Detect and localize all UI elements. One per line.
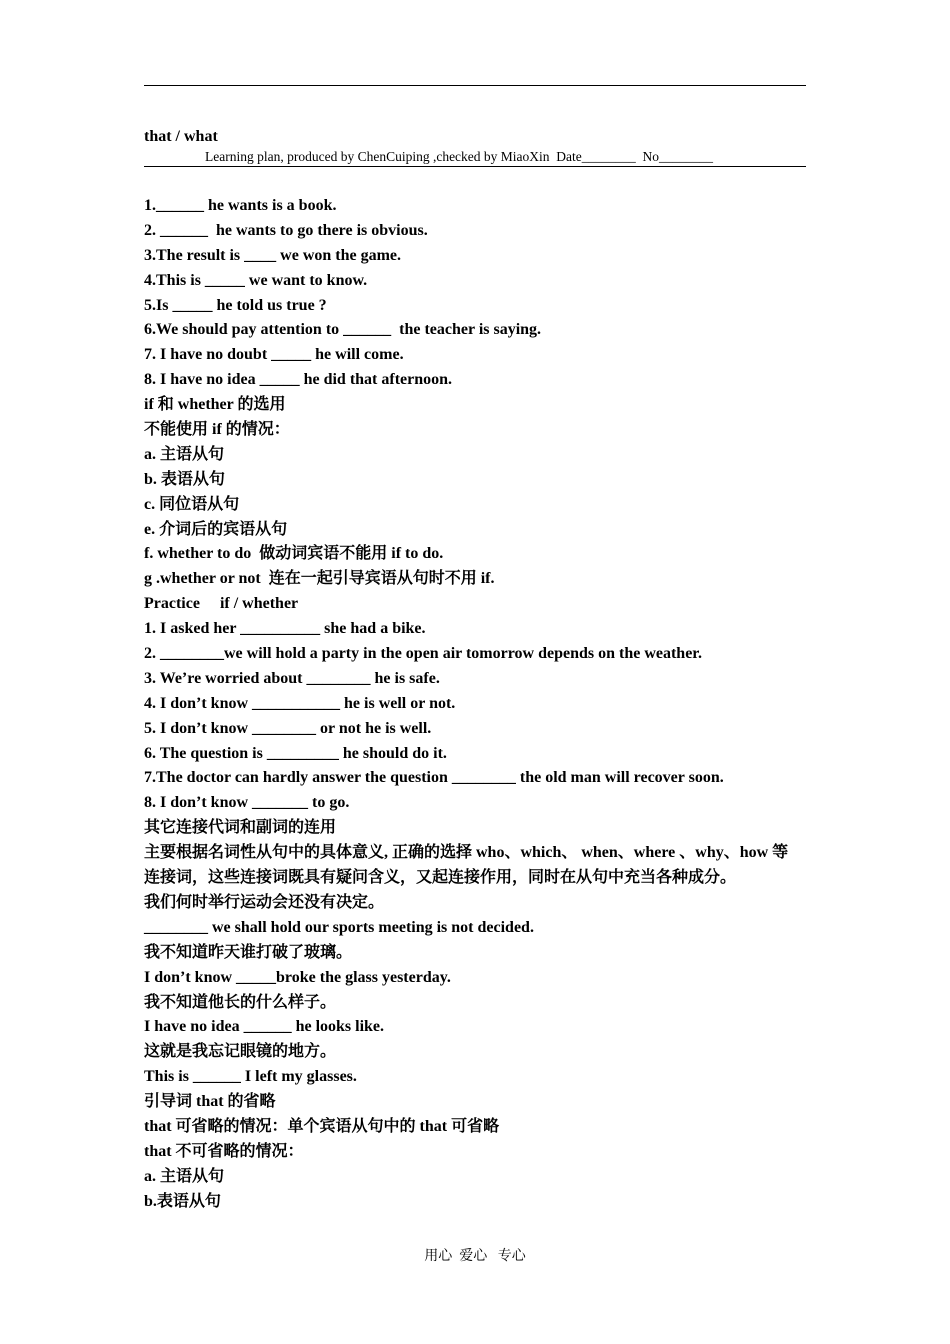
worksheet-line: g .whether or not 连在一起引导宾语从句时不用 if. [144, 570, 495, 588]
worksheet-line: 1.______ he wants is a book. [144, 197, 337, 214]
worksheet-line: a. 主语从句 [144, 445, 225, 463]
worksheet-line: 引导词 that 的省略 [144, 1093, 276, 1111]
worksheet-line: 主要根据名词性从句中的具体意义, 正确的选择 who、which、 when、where 、why、how 等 [144, 844, 789, 862]
worksheet-line: Practice if / whether [144, 595, 299, 613]
page-footer: 用心 爱心 专心 [424, 1249, 526, 1264]
worksheet-line: b. 表语从句 [144, 470, 225, 488]
worksheet-line: 不能使用 if 的情况： [144, 421, 290, 439]
worksheet-line: that 可省略的情况：单个宾语从句中的 that 可省略 [144, 1117, 500, 1135]
worksheet-body [144, 194, 809, 1215]
worksheet-line: 连接词，这些连接词既具有疑问含义，又起连接作用，同时在从句中充当各种成分。 [144, 869, 737, 887]
learning-plan-info: Learning plan, produced by ChenCuiping ,checked by MiaoXin Date________ No________ [205, 149, 714, 164]
worksheet-line: 5. I don’t know ________ or not he is well. [144, 719, 432, 737]
worksheet-line: 1. I asked her __________ she had a bike. [144, 620, 426, 638]
worksheet-line: 2. ________we will hold a party in the open air tomorrow depends on the weather. [144, 645, 702, 663]
worksheet-line: if 和 whether 的选用 [144, 396, 286, 414]
page-title: that / what [144, 128, 218, 145]
worksheet-line: 4. I don’t know ___________ he is well or not. [144, 694, 456, 712]
worksheet-line: a. 主语从句 [144, 1167, 225, 1185]
worksheet-line: ________ we shall hold our sports meeting is not decided. [144, 918, 534, 936]
worksheet-line: 3. We’re worried about ________ he is safe. [144, 669, 440, 687]
worksheet-line: 我不知道昨天谁打破了玻璃。 [144, 943, 353, 961]
top-rule [144, 85, 806, 86]
worksheet-line: 7. I have no doubt _____ he will come. [144, 346, 404, 364]
worksheet-line: 6.We should pay attention to ______ the teacher is saying. [144, 321, 542, 339]
worksheet-line: 8. I don’t know _______ to go. [144, 794, 350, 812]
worksheet-line: 8. I have no idea _____ he did that afternoon. [144, 371, 453, 389]
worksheet-line: 其它连接代词和副词的连用 [144, 819, 337, 837]
worksheet-line: 3.The result is ____ we won the game. [144, 246, 402, 264]
worksheet-line: 7.The doctor can hardly answer the question ________ the old man will recover soon. [144, 769, 724, 787]
worksheet-line: e. 介词后的宾语从句 [144, 520, 288, 538]
worksheet-line: b.表语从句 [144, 1192, 221, 1210]
worksheet-line: I don’t know _____broke the glass yesterday. [144, 968, 451, 986]
worksheet-line: f. whether to do 做动词宾语不能用 if to do. [144, 545, 444, 563]
worksheet-line: 4.This is _____ we want to know. [144, 271, 368, 289]
worksheet-line: This is ______ I left my glasses. [144, 1068, 357, 1086]
worksheet-line: c. 同位语从句 [144, 495, 240, 513]
worksheet-line: 5.Is _____ he told us true ? [144, 296, 327, 314]
worksheet-line: 我们何时举行运动会还没有决定。 [144, 893, 385, 911]
worksheet-line: 2. ______ he wants to go there is obvious. [144, 221, 428, 239]
worksheet-line: 这就是我忘记眼镜的地方。 [144, 1043, 337, 1061]
header-info-line [144, 148, 806, 167]
worksheet-line: 6. The question is _________ he should do it. [144, 744, 447, 762]
worksheet-line: 我不知道他长的什么样子。 [144, 993, 337, 1011]
worksheet-line: that 不可省略的情况： [144, 1142, 304, 1160]
worksheet-line: I have no idea ______ he looks like. [144, 1018, 385, 1036]
